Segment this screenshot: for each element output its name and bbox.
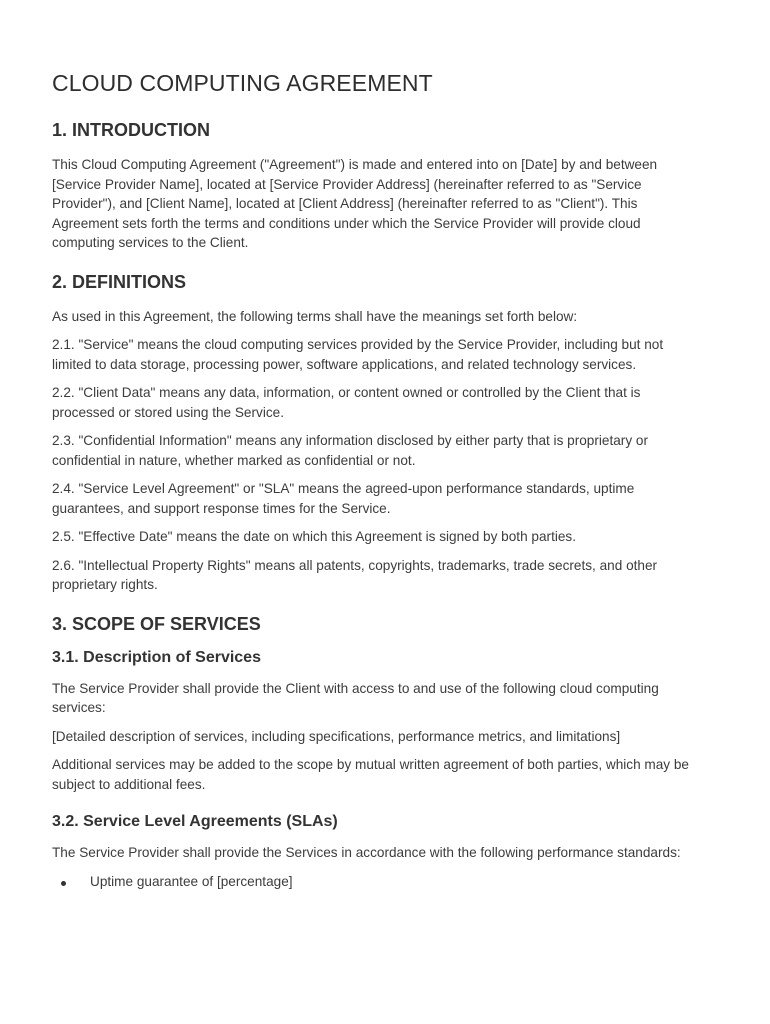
section-introduction (52, 120, 706, 253)
paragraph: As used in this Agreement, the following terms shall have the meanings set forth below: (52, 308, 578, 324)
paragraph: [Detailed description of services, including specifications, performance metrics, and limitations] (52, 728, 621, 744)
bullet-icon (61, 881, 66, 886)
paragraph: This Cloud Computing Agreement ("Agreement") is made and entered into on [Date] by and between [Service Provider Name], located at [Service Provider Address] (hereinafter referred to as "Service Provider"), and [Client Name], located at [Client Address] (hereinafter referred to as "Client"). This Agreement sets forth the terms and conditions under which the Service Provider will provide cloud computing services to the Client. (52, 157, 658, 250)
definition-ip-rights: 2.6. "Intellectual Property Rights" means all patents, copyrights, trademarks, trade secrets, and other proprietary rights. (52, 557, 658, 592)
list-item-text: Uptime guarantee of [percentage] (90, 873, 293, 889)
section-heading: 1. INTRODUCTION (52, 120, 211, 140)
definition-sla: 2.4. "Service Level Agreement" or "SLA" means the agreed-upon performance standards, uptime guarantees, and support response times for the Service. (52, 481, 635, 516)
section-heading: 2. DEFINITIONS (52, 271, 187, 292)
paragraph: Additional services may be added to the scope by mutual written agreement of both parties, which may be subject to additional fees. (52, 757, 689, 792)
paragraph: The Service Provider shall provide the Services in accordance with the following performance standards: (52, 845, 681, 860)
definition-client-data: 2.2. "Client Data" means any data, information, or content owned or controlled by the Client that is processed or stored using the Service. (52, 385, 641, 420)
definition-effective-date: 2.5. "Effective Date" means the date on which this Agreement is signed by both parties. (52, 529, 576, 544)
subsection-heading: 3.2. Service Level Agreements (SLAs) (52, 813, 338, 830)
subsection-description-of-services (52, 649, 706, 795)
bullet-list (52, 872, 706, 892)
section-definitions (52, 272, 706, 595)
document-title: CLOUD COMPUTING AGREEMENT (52, 70, 433, 96)
definition-service: 2.1. "Service" means the cloud computing services provided by the Service Provider, including but not limited to data storage, processing power, software applications, and related technology services. (52, 337, 664, 372)
list-item (52, 872, 706, 892)
paragraph: The Service Provider shall provide the Client with access to and use of the following cloud computing services: (52, 680, 659, 715)
definition-confidential-information: 2.3. "Confidential Information" means any information disclosed by either party that is proprietary or confidential in nature, whether marked as confidential or not. (52, 433, 648, 468)
subsection-heading: 3.1. Description of Services (52, 648, 261, 666)
subsection-service-level-agreements (52, 813, 706, 891)
section-heading: 3. SCOPE OF SERVICES (52, 613, 261, 634)
section-scope-of-services (52, 614, 706, 892)
